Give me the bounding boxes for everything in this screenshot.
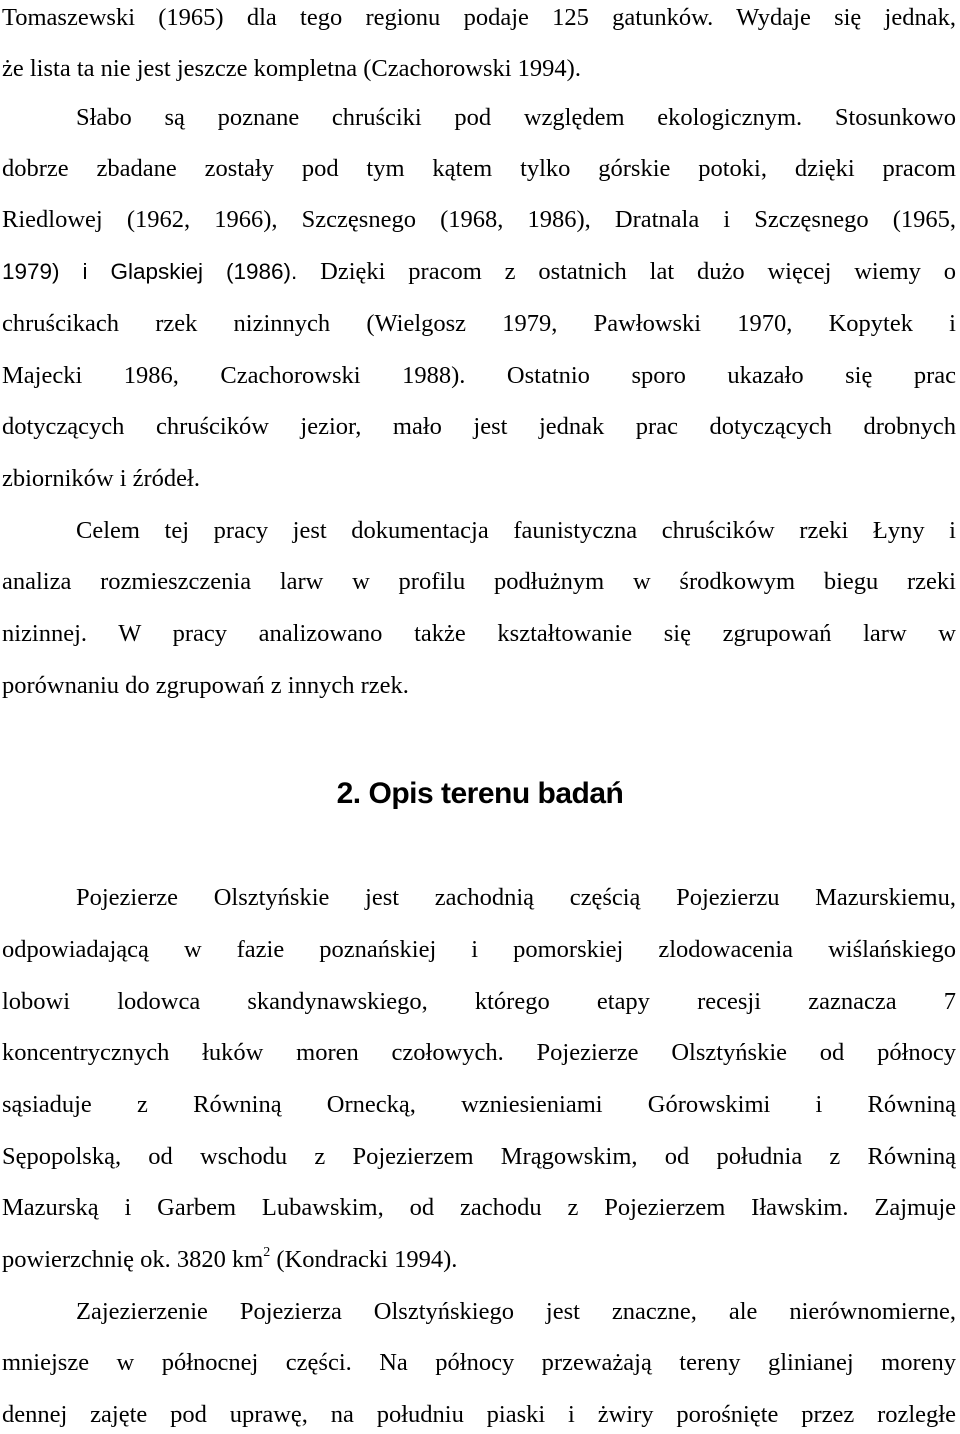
text-line: mniejsze w północnej części. Na północy przeważają tereny glinianej moreny <box>2 1349 956 1376</box>
text-line: Sępopolską, od wschodu z Pojezierzem Mrągowskim, od południa z Równiną <box>2 1143 956 1170</box>
text-line: zbiorników i źródeł. <box>2 465 200 492</box>
text-line: Tomaszewski (1965) dla tego regionu podaje 125 gatunków. Wydaje się jednak, <box>2 4 956 31</box>
text-line: porównaniu do zgrupowań z innych rzek. <box>2 672 409 699</box>
text-line-mixed <box>2 257 956 287</box>
text-fragment: 1979) i Glapskiej (1986). <box>2 259 298 284</box>
text-line: lobowi lodowca skandynawskiego, którego etapy recesji zaznacza 7 <box>2 988 956 1015</box>
text-line: Celem tej pracy jest dokumentacja faunistyczna chruścików rzeki Łyny i <box>76 517 956 544</box>
superscript: 2 <box>263 1245 271 1260</box>
text-line: Majecki 1986, Czachorowski 1988). Ostatnio sporo ukazało się prac <box>2 362 956 389</box>
text-line: Riedlowej (1962, 1966), Szczęsnego (1968, 1986), Dratnala i Szczęsnego (1965, <box>2 206 956 233</box>
text-line: dobrze zbadane zostały pod tym kątem tylko górskie potoki, dzięki pracom <box>2 155 956 182</box>
text-fragment: Dzięki pracom z ostatnich lat dużo więcej wiemy o <box>320 258 956 285</box>
text-line: odpowiadającą w fazie poznańskiej i pomorskiej zlodowacenia wiślańskiego <box>2 936 956 963</box>
text-line: koncentrycznych łuków moren czołowych. Pojezierze Olsztyńskie od północy <box>2 1039 956 1066</box>
text-line: analiza rozmieszczenia larw w profilu podłużnym w środkowym biegu rzeki <box>2 568 956 595</box>
text-fragment: (Kondracki 1994). <box>270 1246 458 1273</box>
section-heading: 2. Opis terenu badań <box>336 777 624 810</box>
text-line: chruścikach rzek nizinnych (Wielgosz 1979, Pawłowski 1970, Kopytek i <box>2 310 956 337</box>
text-line: Mazurską i Garbem Lubawskim, od zachodu z Pojezierzem Iławskim. Zajmuje <box>2 1194 956 1221</box>
text-line: Słabo są poznane chruściki pod względem ekologicznym. Stosunkowo <box>76 104 956 131</box>
text-fragment: powierzchnię ok. 3820 km <box>2 1246 264 1273</box>
text-line: sąsiaduje z Równiną Ornecką, wzniesieniami Górowskimi i Równiną <box>2 1091 956 1118</box>
text-line: Pojezierze Olsztyńskie jest zachodnią częścią Pojezierzu Mazurskiemu, <box>76 884 956 911</box>
text-line: dennej zajęte pod uprawę, na południu piaski i żwiry porośnięte przez rozległe <box>2 1401 956 1428</box>
text-line: że lista ta nie jest jeszcze kompletna (Czachorowski 1994). <box>2 55 581 82</box>
text-line: dotyczących chruścików jezior, mało jest jednak prac dotyczących drobnych <box>2 413 956 440</box>
text-line: nizinnej. W pracy analizowano także kształtowanie się zgrupowań larw w <box>2 620 956 647</box>
text-line-with-superscript <box>2 1245 956 1275</box>
text-line: Zajezierzenie Pojezierza Olsztyńskiego jest znaczne, ale nierównomierne, <box>76 1298 956 1325</box>
